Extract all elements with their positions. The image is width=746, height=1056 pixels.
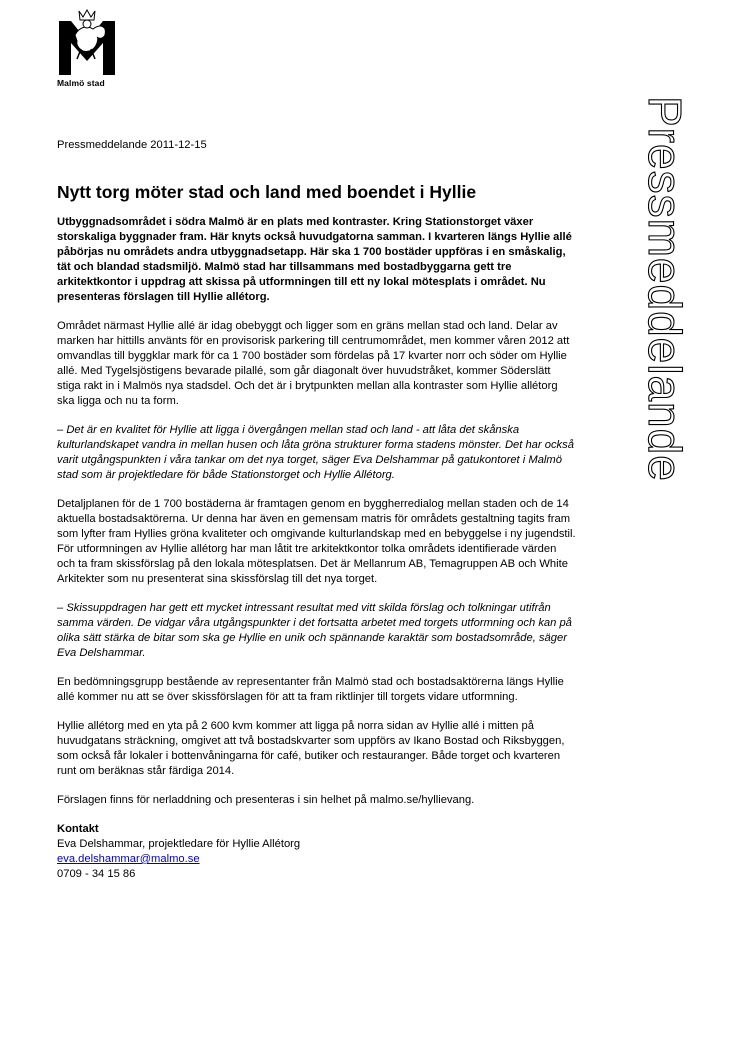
contact-email-link[interactable]: eva.delshammar@malmo.se <box>57 853 200 865</box>
contact-heading: Kontakt <box>57 823 99 835</box>
malmo-stad-logo <box>57 9 117 89</box>
griffin-crest-icon <box>57 9 117 77</box>
contact-phone: 0709 - 34 15 86 <box>57 868 136 880</box>
date-line: Pressmeddelande 2011-12-15 <box>57 139 207 151</box>
quote-paragraph: – Skissuppdragen har gett ett mycket intressant resultat med vitt skilda förslag och tolkningar utifrån samma värden. De vidgar våra utgångspunkter i det fortsatta arbetet med torgets utformning och kan på olika sätt stärka de bitar som ska ge Hyllie en unik och spännande karaktär som bostadsområde, säger Eva Delshammar. <box>57 602 572 659</box>
paragraph: Hyllie allétorg med en yta på 2 600 kvm kommer att ligga på norra sidan av Hyllie allé i mitten på huvudgatans sträckning, omgivet att två bostadskvarter som uppförs av Ikano Bostad och Riksbyggen, som också får lokaler i bottenvåningarna för café, butiker och restauranger. Både torget och kvarteren runt om beräknas står färdiga 2014. <box>57 720 565 777</box>
side-title: Pressmeddelande <box>639 96 691 482</box>
paragraph: En bedömningsgrupp bestående av representanter från Malmö stad och bostadsaktörerna längs Hyllie allé kommer nu att se över skissförslagen för att ta fram riktlinjer till torgets vidare utformning. <box>57 676 564 703</box>
lead-paragraph: Utbyggnadsområdet i södra Malmö är en plats med kontraster. Kring Stationstorget växer storskaliga byggnader fram. Här knyts också huvudgatorna samman. I kvarteren längs Hyllie allé påbörjas nu områdets andra utbyggnadsetapp. Här ska 1 700 bostäder uppföras i en småskalig, tät och blandad stadsmiljö. Malmö stad har tillsammans med bostadbyggarna gett tre arkitektkontor i uppdrag att skissa på utformningen till ett ny lokal mötesplats i området. Nu presenteras förslagen till Hyllie allétorg. <box>57 216 572 303</box>
logo-text: Malmö stad <box>57 78 105 88</box>
contact-name: Eva Delshammar, projektledare för Hyllie Allétorg <box>57 838 301 850</box>
paragraph: Området närmast Hyllie allé är idag obebyggt och ligger som en gräns mellan stad och land. Delar av marken har hittills använts för en provisorisk parkering till centrumområdet, men kommer våren 2012 att omvandlas till byggklar mark för ca 1 700 bostäder som fördelas på 17 kvarter norr och söder om Hyllie allé. Med Tygelsjöstigens bevarade pilallé, som går diagonalt över huvudstråket, kommer Söderslätt stiga rakt in i Malmös nya stadsdel. Och det är i brytpunkten mellan alla kontraster som Hyllie allétorg ska ligga och nu ta form. <box>57 320 570 407</box>
press-release-body <box>57 138 577 882</box>
headline: Nytt torg möter stad och land med boendet i Hyllie <box>57 182 477 202</box>
paragraph: Detaljplanen för de 1 700 bostäderna är framtagen genom en byggherredialog mellan staden och de 14 aktuella bostadsaktörerna. Ur denna har även en gemensam matris för områdets gestaltning tagits fram som lyfter fram Hyllies gröna kvaliteter och omgivande kulturlandskap med en bebyggelse i ny jugendstil. För utformningen av Hyllie allétorg har man låtit tre arkitektkontor tolka områdets identifierade värden och ta fram skissförslag på den lokala mötesplatsen. Det är Mellanrum AB, Temagruppen AB och White Arkitekter som nu presenterat sina skissförslag till det nya torget. <box>57 498 576 585</box>
paragraph: Förslagen finns för nerladdning och presenteras i sin helhet på malmo.se/hyllievang. <box>57 794 475 806</box>
quote-paragraph: – Det är en kvalitet för Hyllie att ligga i övergången mellan stad och land - att låta det skånska kulturlandskapet vandra in mellan husen och låta gröna strukturer forma stadens mönster. Det har också varit utgångspunkten i våra tankar om det nya torget, säger Eva Delshammar på gatukontoret i Malmö stad som är projektledare för både Stationstorget och Hyllie Allétorg. <box>57 424 574 481</box>
